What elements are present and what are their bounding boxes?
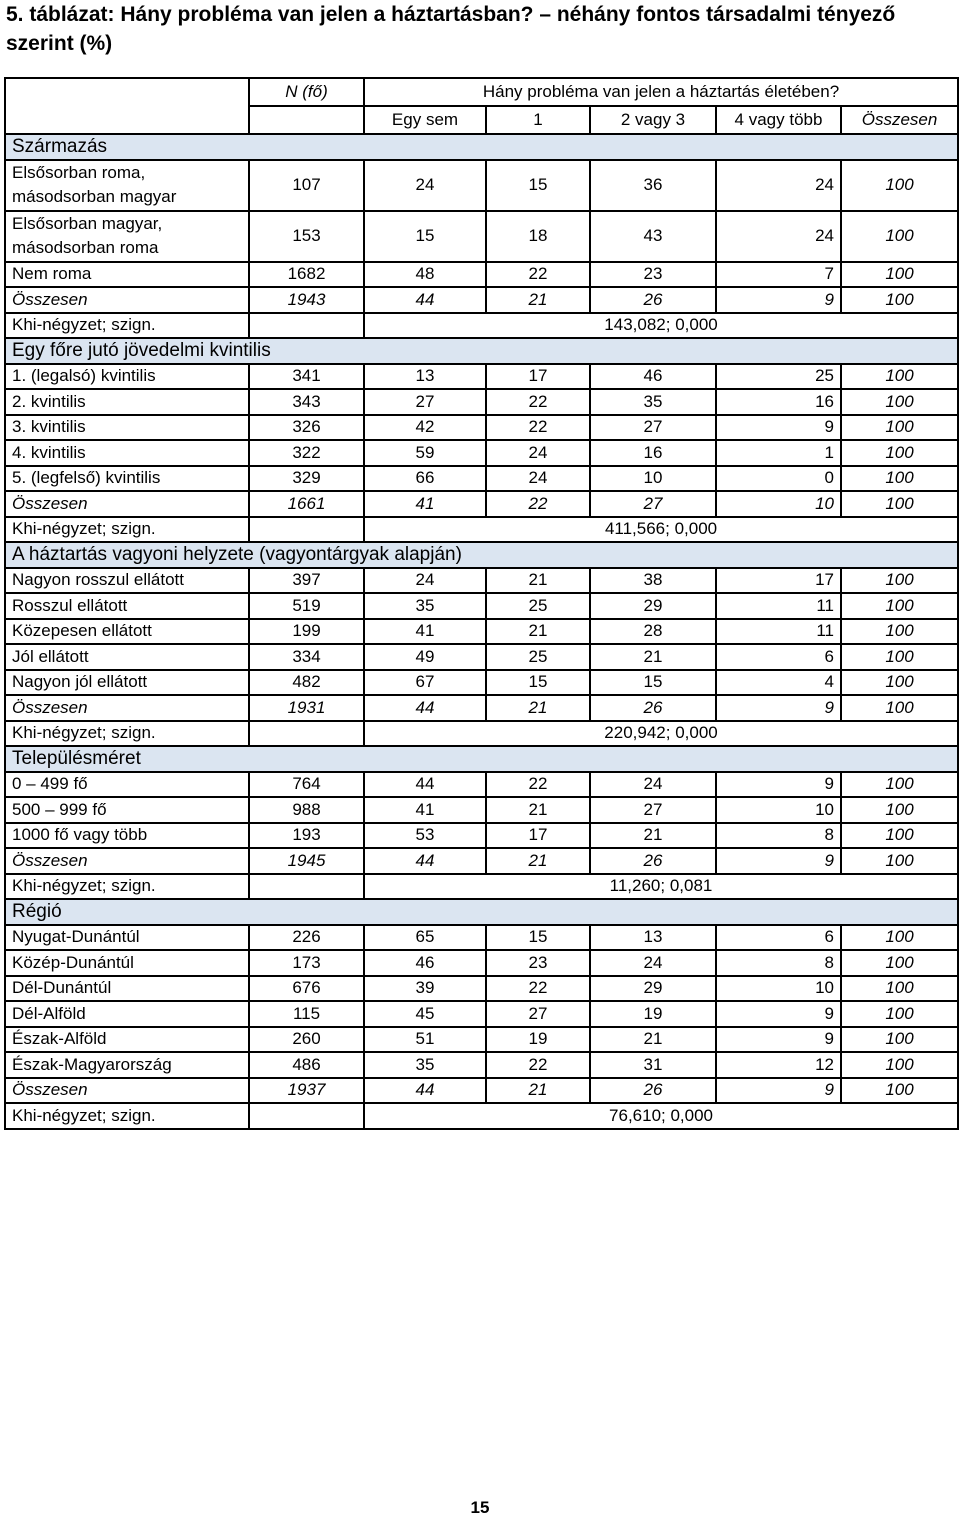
header-col-none: Egy sem (364, 106, 486, 134)
row-value-cell: 66 (364, 466, 486, 492)
total-value-cell: 27 (590, 491, 716, 517)
row-value-cell: 11 (716, 619, 841, 645)
row-label: 1000 fő vagy több (5, 823, 249, 849)
row-value-cell: 19 (486, 1027, 590, 1053)
row-label: 2. kvintilis (5, 389, 249, 415)
row-label: 500 – 999 fő (5, 797, 249, 823)
total-label: Összesen (5, 848, 249, 874)
row-value-cell: 15 (486, 925, 590, 951)
table-row (5, 415, 958, 441)
row-label: Nagyon jól ellátott (5, 670, 249, 696)
row-value-cell: 22 (486, 262, 590, 288)
total-row (5, 695, 958, 721)
header-col-one: 1 (486, 106, 590, 134)
total-value-cell: 9 (716, 1078, 841, 1104)
row-label: 3. kvintilis (5, 415, 249, 441)
row-label: Közép-Dunántúl (5, 950, 249, 976)
total-row (5, 848, 958, 874)
row-value-cell: 49 (364, 644, 486, 670)
row-value-cell: 343 (249, 389, 364, 415)
row-value-cell: 16 (590, 440, 716, 466)
total-value-cell: 44 (364, 848, 486, 874)
row-value-cell: 24 (590, 950, 716, 976)
row-value-cell: 100 (841, 772, 958, 798)
row-value-cell: 519 (249, 593, 364, 619)
row-value-cell: 51 (364, 1027, 486, 1053)
row-label: Elsősorban magyar, másodsorban roma (5, 211, 249, 262)
row-label: Észak-Magyarország (5, 1052, 249, 1078)
total-value-cell: 26 (590, 848, 716, 874)
row-value-cell: 22 (486, 976, 590, 1002)
row-value-cell: 100 (841, 593, 958, 619)
table-row (5, 772, 958, 798)
total-value-cell: 9 (716, 848, 841, 874)
row-value-cell: 173 (249, 950, 364, 976)
row-value-cell: 482 (249, 670, 364, 696)
row-value-cell: 100 (841, 262, 958, 288)
row-value-cell: 16 (716, 389, 841, 415)
row-value-cell: 22 (486, 415, 590, 441)
table-row (5, 211, 958, 262)
table-row (5, 823, 958, 849)
row-value-cell: 21 (486, 619, 590, 645)
total-value-cell: 21 (486, 1078, 590, 1104)
header-row-1 (5, 78, 958, 106)
total-value-cell: 22 (486, 491, 590, 517)
row-value-cell: 19 (590, 1001, 716, 1027)
row-value-cell: 41 (364, 619, 486, 645)
table-row (5, 619, 958, 645)
header-group-label: Hány probléma van jelen a háztartás életében? (364, 78, 958, 106)
row-value-cell: 322 (249, 440, 364, 466)
row-value-cell: 1682 (249, 262, 364, 288)
row-value-cell: 100 (841, 797, 958, 823)
row-value-cell: 38 (590, 568, 716, 594)
total-value-cell: 44 (364, 1078, 486, 1104)
row-value-cell: 44 (364, 772, 486, 798)
row-value-cell: 43 (590, 211, 716, 262)
row-value-cell: 59 (364, 440, 486, 466)
chi-square-value: 411,566; 0,000 (364, 517, 958, 543)
row-value-cell: 100 (841, 389, 958, 415)
chi-square-blank (249, 517, 364, 543)
row-value-cell: 193 (249, 823, 364, 849)
row-value-cell: 36 (590, 160, 716, 211)
row-value-cell: 17 (486, 823, 590, 849)
table-row (5, 1052, 958, 1078)
section-header-row (5, 338, 958, 364)
row-value-cell: 100 (841, 619, 958, 645)
row-label: Közepesen ellátott (5, 619, 249, 645)
section-title: Egy főre jutó jövedelmi kvintilis (5, 338, 958, 364)
chi-square-label: Khi-négyzet; szign. (5, 313, 249, 339)
chi-square-row (5, 721, 958, 747)
row-value-cell: 153 (249, 211, 364, 262)
row-value-cell: 27 (364, 389, 486, 415)
page-number: 15 (470, 1498, 490, 1517)
row-value-cell: 15 (486, 670, 590, 696)
total-value-cell: 21 (486, 695, 590, 721)
header-n-label: N (fő) (249, 78, 364, 106)
row-value-cell: 22 (486, 772, 590, 798)
chi-square-label: Khi-négyzet; szign. (5, 517, 249, 543)
row-value-cell: 100 (841, 925, 958, 951)
total-value-cell: 1937 (249, 1078, 364, 1104)
row-value-cell: 329 (249, 466, 364, 492)
total-label: Összesen (5, 287, 249, 313)
row-value-cell: 22 (486, 389, 590, 415)
row-label: Nagyon rosszul ellátott (5, 568, 249, 594)
chi-square-value: 11,260; 0,081 (364, 874, 958, 900)
row-value-cell: 53 (364, 823, 486, 849)
row-value-cell: 17 (716, 568, 841, 594)
header-col-total: Összesen (841, 106, 958, 134)
table-row (5, 1027, 958, 1053)
table-row (5, 160, 958, 211)
row-value-cell: 8 (716, 823, 841, 849)
total-label: Összesen (5, 491, 249, 517)
row-value-cell: 486 (249, 1052, 364, 1078)
row-value-cell: 23 (590, 262, 716, 288)
row-value-cell: 9 (716, 1001, 841, 1027)
row-value-cell: 27 (590, 415, 716, 441)
chi-square-blank (249, 874, 364, 900)
row-value-cell: 12 (716, 1052, 841, 1078)
row-value-cell: 10 (716, 797, 841, 823)
total-value-cell: 100 (841, 287, 958, 313)
row-value-cell: 107 (249, 160, 364, 211)
total-value-cell: 1661 (249, 491, 364, 517)
total-value-cell: 100 (841, 491, 958, 517)
chi-square-value: 220,942; 0,000 (364, 721, 958, 747)
row-label: Rosszul ellátott (5, 593, 249, 619)
section-header-row (5, 746, 958, 772)
total-value-cell: 100 (841, 848, 958, 874)
total-value-cell: 10 (716, 491, 841, 517)
row-value-cell: 41 (364, 797, 486, 823)
table-row (5, 644, 958, 670)
table-row (5, 593, 958, 619)
table-row (5, 440, 958, 466)
row-value-cell: 42 (364, 415, 486, 441)
row-value-cell: 24 (716, 160, 841, 211)
row-label: 1. (legalsó) kvintilis (5, 364, 249, 390)
row-value-cell: 4 (716, 670, 841, 696)
section-title: Származás (5, 134, 958, 160)
row-value-cell: 46 (590, 364, 716, 390)
row-value-cell: 6 (716, 644, 841, 670)
row-value-cell: 35 (364, 1052, 486, 1078)
row-value-cell: 11 (716, 593, 841, 619)
chi-square-row (5, 1103, 958, 1129)
total-value-cell: 44 (364, 287, 486, 313)
table-row (5, 389, 958, 415)
total-value-cell: 9 (716, 695, 841, 721)
row-value-cell: 27 (590, 797, 716, 823)
chi-square-blank (249, 721, 364, 747)
table-row (5, 1001, 958, 1027)
row-label: Dél-Alföld (5, 1001, 249, 1027)
row-value-cell: 17 (486, 364, 590, 390)
row-value-cell: 39 (364, 976, 486, 1002)
total-value-cell: 1931 (249, 695, 364, 721)
total-value-cell: 9 (716, 287, 841, 313)
row-value-cell: 199 (249, 619, 364, 645)
row-value-cell: 988 (249, 797, 364, 823)
table-row (5, 364, 958, 390)
row-value-cell: 397 (249, 568, 364, 594)
row-value-cell: 0 (716, 466, 841, 492)
row-value-cell: 9 (716, 1027, 841, 1053)
table-row (5, 262, 958, 288)
table-row (5, 950, 958, 976)
row-value-cell: 21 (486, 568, 590, 594)
row-value-cell: 100 (841, 466, 958, 492)
total-label: Összesen (5, 695, 249, 721)
row-value-cell: 35 (364, 593, 486, 619)
table-row (5, 568, 958, 594)
row-value-cell: 7 (716, 262, 841, 288)
row-value-cell: 28 (590, 619, 716, 645)
row-value-cell: 24 (364, 160, 486, 211)
row-value-cell: 21 (486, 797, 590, 823)
section-title: Régió (5, 899, 958, 925)
section-title: A háztartás vagyoni helyzete (vagyontárgyak alapján) (5, 542, 958, 568)
total-value-cell: 41 (364, 491, 486, 517)
row-value-cell: 8 (716, 950, 841, 976)
table-row (5, 797, 958, 823)
total-value-cell: 26 (590, 695, 716, 721)
row-value-cell: 115 (249, 1001, 364, 1027)
row-value-cell: 67 (364, 670, 486, 696)
row-value-cell: 65 (364, 925, 486, 951)
chi-square-blank (249, 1103, 364, 1129)
chi-square-label: Khi-négyzet; szign. (5, 721, 249, 747)
total-value-cell: 100 (841, 695, 958, 721)
chi-square-label: Khi-négyzet; szign. (5, 1103, 249, 1129)
total-row (5, 491, 958, 517)
row-value-cell: 676 (249, 976, 364, 1002)
header-col-two-three: 2 vagy 3 (590, 106, 716, 134)
row-value-cell: 13 (590, 925, 716, 951)
section-header-row (5, 134, 958, 160)
row-value-cell: 24 (486, 466, 590, 492)
row-value-cell: 100 (841, 670, 958, 696)
total-value-cell: 26 (590, 287, 716, 313)
row-value-cell: 25 (486, 644, 590, 670)
table-title: 5. táblázat: Hány probléma van jelen a háztartásban? – néhány fontos társadalmi tényező szerint (%) (6, 3, 896, 55)
row-value-cell: 15 (364, 211, 486, 262)
row-value-cell: 24 (716, 211, 841, 262)
row-value-cell: 15 (486, 160, 590, 211)
row-value-cell: 23 (486, 950, 590, 976)
chi-square-value: 76,610; 0,000 (364, 1103, 958, 1129)
row-value-cell: 9 (716, 772, 841, 798)
row-value-cell: 15 (590, 670, 716, 696)
row-value-cell: 29 (590, 593, 716, 619)
table-row (5, 976, 958, 1002)
row-label: Nem roma (5, 262, 249, 288)
row-value-cell: 24 (590, 772, 716, 798)
row-label: 5. (legfelső) kvintilis (5, 466, 249, 492)
row-value-cell: 48 (364, 262, 486, 288)
chi-square-row (5, 517, 958, 543)
row-value-cell: 10 (590, 466, 716, 492)
section-header-row (5, 899, 958, 925)
row-label: Nyugat-Dunántúl (5, 925, 249, 951)
row-value-cell: 1 (716, 440, 841, 466)
row-value-cell: 341 (249, 364, 364, 390)
row-value-cell: 100 (841, 440, 958, 466)
row-value-cell: 13 (364, 364, 486, 390)
data-table (4, 77, 959, 1130)
table-row (5, 670, 958, 696)
row-value-cell: 260 (249, 1027, 364, 1053)
row-value-cell: 9 (716, 415, 841, 441)
total-value-cell: 100 (841, 1078, 958, 1104)
row-value-cell: 6 (716, 925, 841, 951)
row-value-cell: 100 (841, 415, 958, 441)
total-row (5, 1078, 958, 1104)
row-value-cell: 25 (716, 364, 841, 390)
row-value-cell: 100 (841, 950, 958, 976)
row-value-cell: 25 (486, 593, 590, 619)
total-value-cell: 44 (364, 695, 486, 721)
row-value-cell: 24 (364, 568, 486, 594)
row-value-cell: 326 (249, 415, 364, 441)
row-label: 4. kvintilis (5, 440, 249, 466)
chi-square-row (5, 313, 958, 339)
chi-square-value: 143,082; 0,000 (364, 313, 958, 339)
chi-square-blank (249, 313, 364, 339)
table-row (5, 925, 958, 951)
row-value-cell: 764 (249, 772, 364, 798)
table-row (5, 466, 958, 492)
row-label: Elsősorban roma, másodsorban magyar (5, 160, 249, 211)
row-value-cell: 29 (590, 976, 716, 1002)
row-label: Észak-Alföld (5, 1027, 249, 1053)
row-value-cell: 100 (841, 823, 958, 849)
total-value-cell: 1943 (249, 287, 364, 313)
total-value-cell: 21 (486, 287, 590, 313)
row-value-cell: 100 (841, 568, 958, 594)
total-value-cell: 26 (590, 1078, 716, 1104)
section-header-row (5, 542, 958, 568)
row-value-cell: 100 (841, 160, 958, 211)
row-value-cell: 22 (486, 1052, 590, 1078)
row-label: Jól ellátott (5, 644, 249, 670)
row-value-cell: 226 (249, 925, 364, 951)
row-value-cell: 100 (841, 1052, 958, 1078)
header-blank-cell (5, 78, 249, 134)
row-value-cell: 35 (590, 389, 716, 415)
row-value-cell: 100 (841, 364, 958, 390)
total-row (5, 287, 958, 313)
row-value-cell: 100 (841, 644, 958, 670)
row-value-cell: 18 (486, 211, 590, 262)
row-value-cell: 100 (841, 976, 958, 1002)
row-value-cell: 100 (841, 1027, 958, 1053)
row-value-cell: 27 (486, 1001, 590, 1027)
row-value-cell: 21 (590, 1027, 716, 1053)
row-value-cell: 21 (590, 644, 716, 670)
row-value-cell: 100 (841, 211, 958, 262)
row-label: Dél-Dunántúl (5, 976, 249, 1002)
row-value-cell: 21 (590, 823, 716, 849)
chi-square-row (5, 874, 958, 900)
row-value-cell: 24 (486, 440, 590, 466)
total-value-cell: 21 (486, 848, 590, 874)
chi-square-label: Khi-négyzet; szign. (5, 874, 249, 900)
header-col-four-plus: 4 vagy több (716, 106, 841, 134)
row-value-cell: 31 (590, 1052, 716, 1078)
row-value-cell: 100 (841, 1001, 958, 1027)
row-value-cell: 46 (364, 950, 486, 976)
header-n-blank (249, 106, 364, 134)
row-value-cell: 10 (716, 976, 841, 1002)
section-title: Településméret (5, 746, 958, 772)
row-label: 0 – 499 fő (5, 772, 249, 798)
row-value-cell: 45 (364, 1001, 486, 1027)
total-value-cell: 1945 (249, 848, 364, 874)
total-label: Összesen (5, 1078, 249, 1104)
row-value-cell: 334 (249, 644, 364, 670)
